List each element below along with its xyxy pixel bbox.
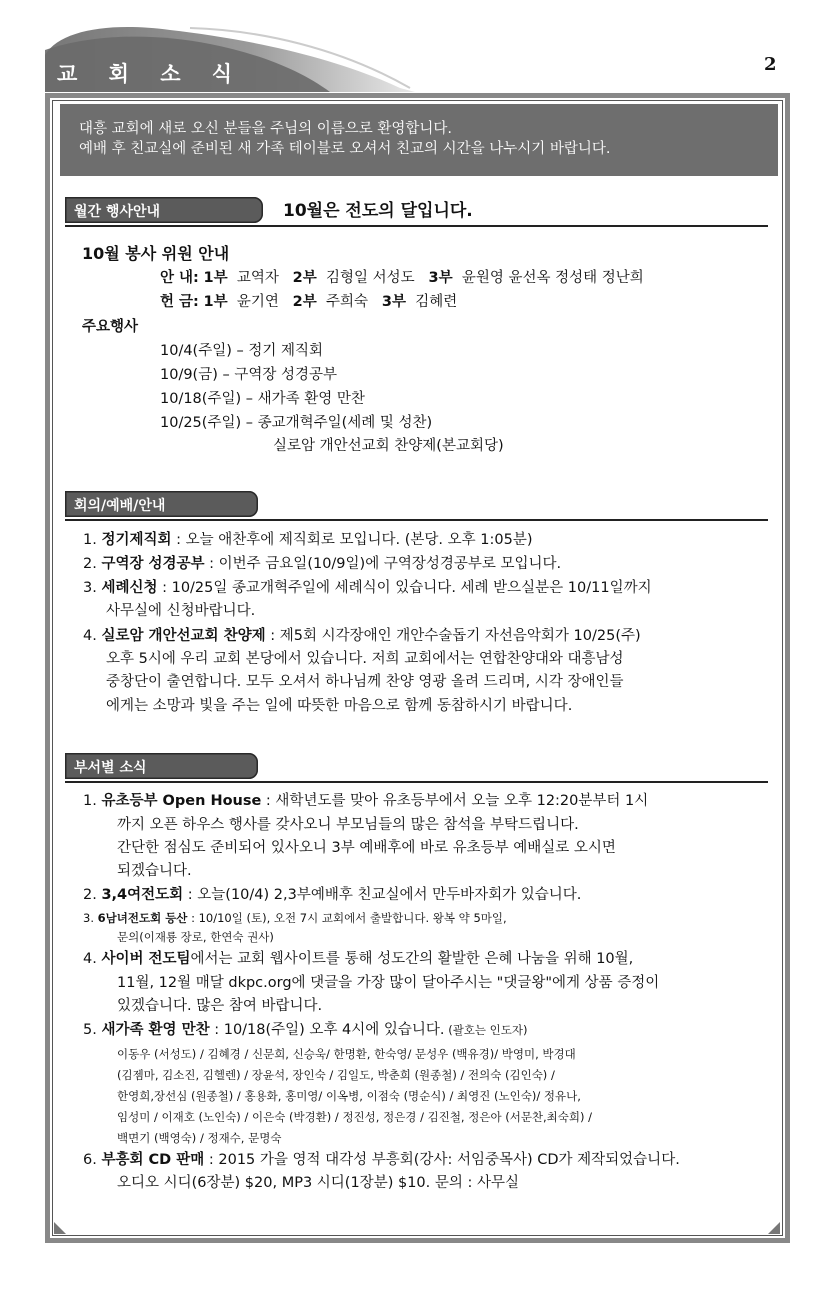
section-rule — [65, 781, 768, 783]
part-label: 3부 — [428, 270, 453, 286]
event-item: 10/25(주일) – 종교개혁주일(세례 및 성찬) — [160, 415, 433, 431]
meeting-item: 1. 정기제직회 : 오늘 애찬후에 제직회로 모입니다. (본당. 오후 1:05분) — [83, 532, 533, 548]
dept-item-cont: 11월, 12월 매달 dkpc.org에 댓글을 가장 많이 달아주시는 "댓글왕"에게 상품 증정이 — [117, 975, 660, 991]
dept-item-cont: 문의(이재룡 장로, 한연숙 권사) — [117, 930, 274, 944]
meeting-item-cont: 에게는 소망과 빛을 주는 일에 따뜻한 마음으로 함께 동참하시기 바랍니다. — [106, 698, 573, 714]
dept-item-cont: 오디오 시디(6장분) $20, MP3 시디(1장분) $10. 문의 : 사무실 — [117, 1175, 519, 1191]
section-rule — [65, 519, 768, 521]
dept-item: 4. 사이버 전도팀에서는 교회 웹사이트를 통해 성도간의 활발한 은혜 나눔을 위해 10월, — [83, 951, 634, 967]
meeting-item: 3. 세례신청 : 10/25일 종교개혁주일에 세례식이 있습니다. 세례 받으실분은 10/11일까지 — [83, 580, 652, 596]
offering-names: 윤기연 — [236, 294, 279, 310]
offering-row — [160, 292, 457, 312]
section-rule — [65, 225, 768, 227]
offering-names: 주희숙 — [326, 294, 369, 310]
dept-item-cont: 있겠습니다. 많은 참여 바랍니다. — [117, 998, 323, 1014]
dept-item-cont: (김젬마, 김소진, 김헬렌) / 장윤석, 장인숙 / 김일도, 박춘희 (원종철) / 전의숙 (김인숙) / — [117, 1068, 555, 1082]
usher-names: 교역자 — [236, 270, 279, 286]
part-label: 1부 — [203, 294, 228, 310]
tab-departments: 부서별 소식 — [65, 753, 258, 779]
dept-item-cont: 까지 오픈 하우스 행사를 갖사오니 부모님들의 많은 참석을 부탁드립니다. — [117, 817, 579, 833]
dept-item-cont: 이동우 (서성도) / 김혜경 / 신문희, 신승욱/ 한명환, 한숙영/ 문성우 (백유경)/ 박영미, 박경대 — [117, 1047, 576, 1061]
offering-names: 김혜련 — [415, 294, 458, 310]
dept-item-cont: 한영희,장선심 (원종철) / 홍용화, 홍미영/ 이옥병, 이점숙 (명순식) / 최영진 (노인숙)/ 정유나, — [117, 1089, 581, 1103]
dept-item-cont: 되겠습니다. — [117, 863, 192, 879]
tab-monthly-events: 월간 행사안내 — [65, 197, 263, 223]
dept-item: 1. 유초등부 Open House : 새학년도를 맞아 유초등부에서 오늘 오후 12:20분부터 1시 — [83, 793, 649, 809]
meeting-item-cont: 중창단이 출연합니다. 모두 오셔서 하나님께 찬양 영광 올려 드리며, 시각 장애인들 — [106, 674, 624, 690]
event-item: 실로암 개안선교회 찬양제(본교회당) — [273, 438, 504, 454]
tab-meetings: 회의/예배/안내 — [65, 491, 258, 517]
meeting-item-cont: 사무실에 신청바랍니다. — [106, 603, 256, 619]
events-title: 주요행사 — [82, 319, 139, 335]
dept-item: 2. 3,4여전도회 : 오늘(10/4) 2,3부예배후 친교실에서 만두바자회가 있습니다. — [83, 887, 582, 903]
usher-row — [160, 268, 644, 288]
page-number: 2 — [764, 54, 777, 75]
dept-item: 5. 새가족 환영 만찬 : 10/18(주일) 오후 4시에 있습니다. (괄호는 인도자) — [83, 1022, 528, 1038]
welcome-line-2: 예배 후 친교실에 준비된 새 가족 테이블로 오셔서 친교의 시간을 나누시기 바랍니다. — [79, 141, 611, 157]
part-label: 2부 — [292, 270, 317, 286]
welcome-banner — [60, 104, 778, 176]
part-label: 3부 — [381, 294, 406, 310]
welcome-line-1: 대흥 교회에 새로 오신 분들을 주님의 이름으로 환영합니다. — [79, 121, 453, 137]
volunteers-title: 10월 봉사 위원 안내 — [82, 244, 230, 263]
meeting-item-cont: 오후 5시에 우리 교회 본당에서 있습니다. 저희 교회에서는 연합찬양대와 대흥남성 — [106, 651, 624, 667]
dept-item-cont: 간단한 점심도 준비되어 있사오니 3부 예배후에 바로 유초등부 예배실로 오시면 — [117, 840, 616, 856]
part-label: 2부 — [292, 294, 317, 310]
monthly-headline: 10월은 전도의 달입니다. — [283, 201, 473, 221]
offering-label: 헌 금: — [160, 294, 199, 310]
section-title: 교 회 소 식 — [57, 62, 245, 86]
dept-item-cont: 임성미 / 이재호 (노인숙) / 이은숙 (박경환) / 정진성, 정은경 / 김진철, 정은아 (서문찬,최숙희) / — [117, 1110, 593, 1124]
usher-label: 안 내: — [160, 270, 199, 286]
dept-item: 3. 6남녀전도회 등산 : 10/10일 (토), 오전 7시 교회에서 출발합니다. 왕복 약 5마일, — [83, 911, 507, 925]
meeting-item: 4. 실로암 개안선교회 찬양제 : 제5회 시각장애인 개안수술돕기 자선음악회가 10/25(주) — [83, 628, 641, 644]
dept-item-cont: 백면기 (백영숙) / 정재수, 문명숙 — [117, 1131, 282, 1145]
event-item: 10/4(주일) – 정기 제직회 — [160, 343, 324, 359]
usher-names: 김형일 서성도 — [326, 270, 415, 286]
part-label: 1부 — [203, 270, 228, 286]
meeting-item: 2. 구역장 성경공부 : 이번주 금요일(10/9일)에 구역장성경공부로 모입니다. — [83, 556, 562, 572]
event-item: 10/9(금) – 구역장 성경공부 — [160, 367, 338, 383]
usher-names: 윤원영 윤선옥 정성태 정난희 — [461, 270, 644, 286]
event-item: 10/18(주일) – 새가족 환영 만찬 — [160, 391, 365, 407]
dept-item: 6. 부흥회 CD 판매 : 2015 가을 영적 대각성 부흥회(강사: 서임중목사) CD가 제작되었습니다. — [83, 1152, 680, 1168]
